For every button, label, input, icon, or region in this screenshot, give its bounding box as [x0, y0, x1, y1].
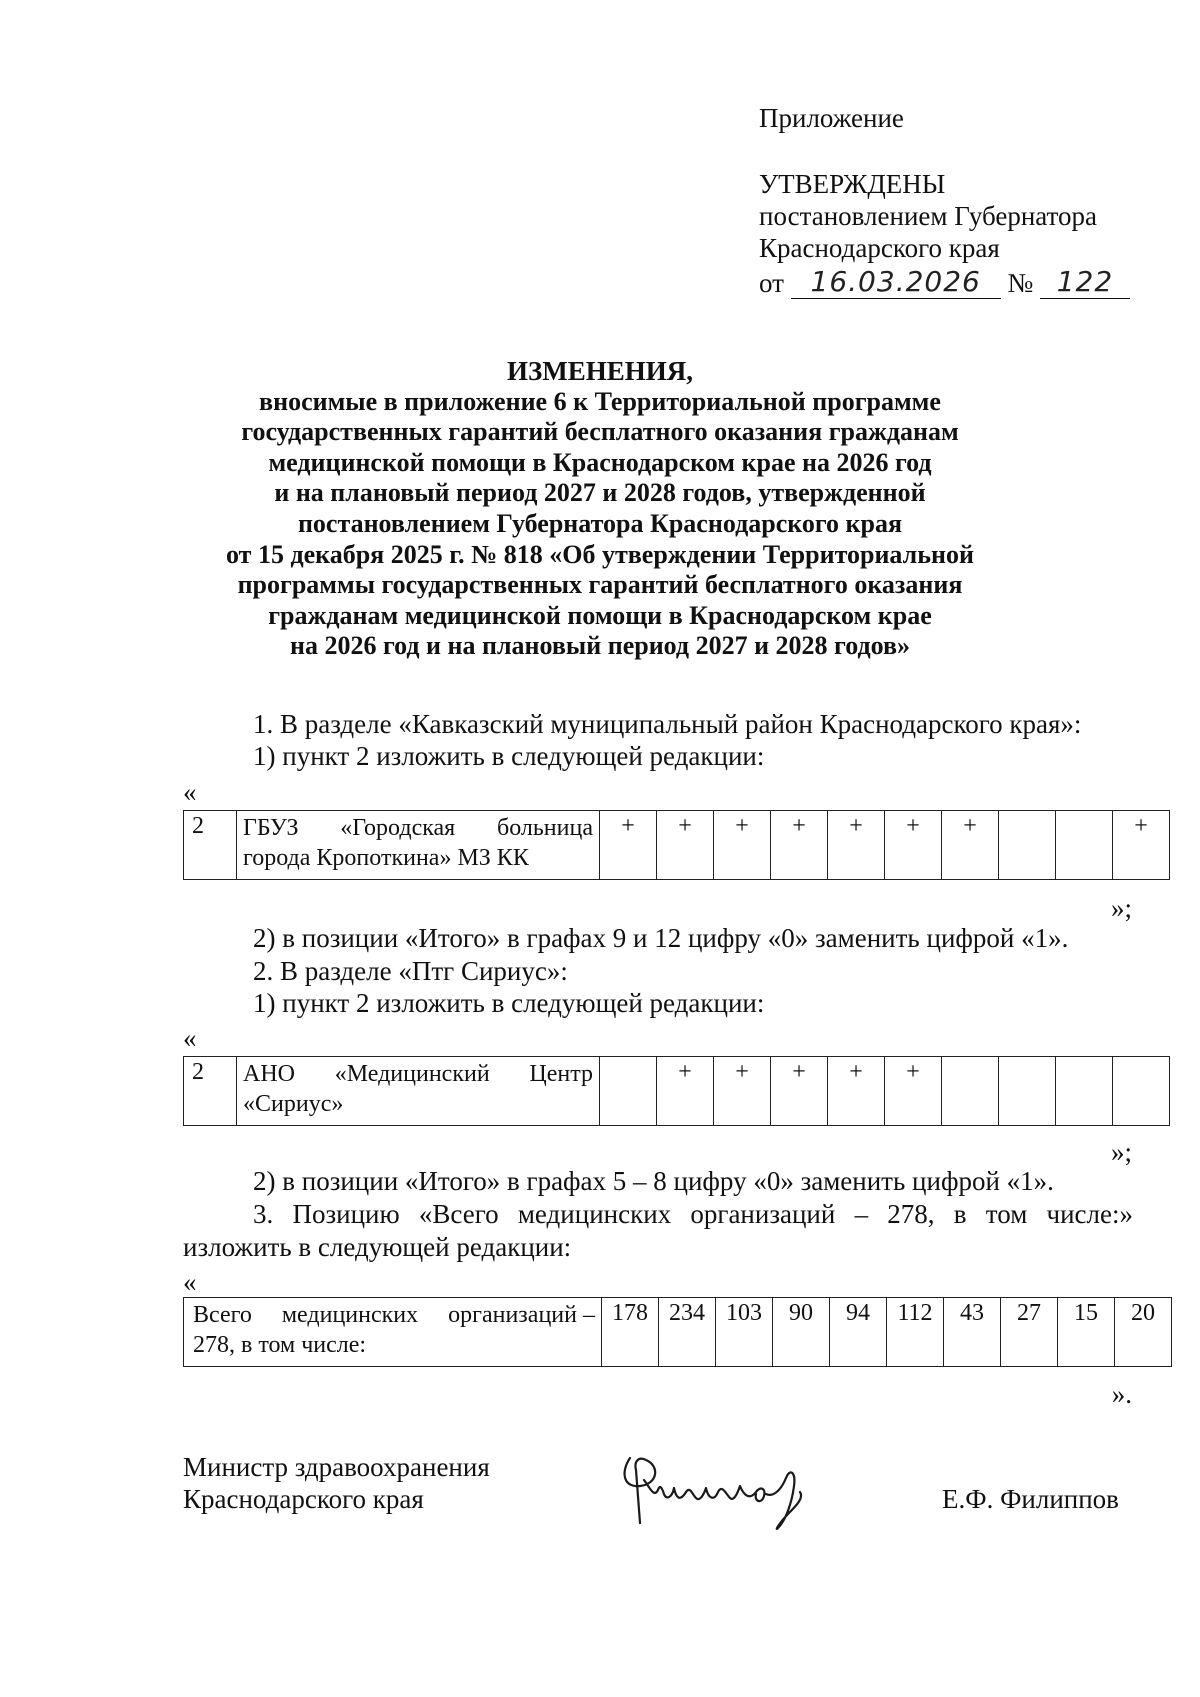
- title-line: от 15 декабря 2025 г. № 818 «Об утверждении Территориальной: [226, 539, 974, 569]
- appendix-label: Приложение: [759, 103, 904, 133]
- amendment-table-2: [183, 1056, 1170, 1126]
- table-row: [184, 811, 1170, 880]
- name-word: Центр: [529, 1061, 593, 1087]
- open-quote: «: [183, 1267, 197, 1297]
- name-word: медицинских: [281, 1302, 419, 1328]
- approval-date-line: [759, 266, 1130, 299]
- table-cell: 178: [602, 1298, 659, 1367]
- open-quote: «: [183, 777, 197, 807]
- table-cell: +: [657, 811, 714, 880]
- approved-by-line2: Краснодарского края: [759, 233, 1000, 263]
- position-line-1: Министр здравоохранения: [183, 1452, 490, 1482]
- table-cell: +: [771, 811, 828, 880]
- table-cell: 20: [1115, 1298, 1172, 1367]
- handwritten-signature: [610, 1428, 870, 1543]
- name-word: Всего: [193, 1302, 252, 1328]
- signatory-position: [183, 1451, 490, 1515]
- section-2-item-2: 2) в позиции «Итого» в графах 5 – 8 цифру «0» заменить цифрой «1».: [253, 1166, 1054, 1196]
- table-cell: [1056, 1057, 1113, 1126]
- section-1-heading: 1. В разделе «Кавказский муниципальный район Краснодарского края»:: [253, 709, 1082, 739]
- document-title: [180, 356, 1020, 662]
- table-cell: +: [828, 1057, 885, 1126]
- approved-label: УТВЕРЖДЕНЫ: [759, 169, 946, 199]
- close-quote: ».: [1111, 1379, 1132, 1409]
- section-1-item-1: 1) пункт 2 изложить в следующей редакции:: [253, 741, 765, 771]
- table-cell: +: [885, 1057, 942, 1126]
- close-quote: »;: [1110, 1137, 1132, 1167]
- title-line: вносимые в приложение 6 к Территориальной программе: [259, 386, 941, 416]
- close-quote: »;: [1110, 893, 1132, 923]
- title-line: программы государственных гарантий бесплатного оказания: [237, 570, 963, 600]
- title-line: и на плановый период 2027 и 2028 годов, утвержденной: [274, 478, 926, 508]
- name-word: организаций –: [448, 1302, 595, 1328]
- row-number: 2: [184, 811, 237, 880]
- table-cell: 103: [716, 1298, 773, 1367]
- row-number: 2: [184, 1057, 237, 1126]
- number-prefix: №: [1007, 268, 1034, 298]
- table-cell: +: [1113, 811, 1170, 880]
- section-3-line-2: изложить в следующей редакции:: [183, 1232, 572, 1262]
- table-cell: [999, 811, 1056, 880]
- section-3-line-1: 3. Позицию «Всего медицинских организаций – 278, в том числе:»: [253, 1199, 1133, 1229]
- title-line: постановлением Губернатора Краснодарского края: [297, 508, 903, 538]
- amendment-table-1: [183, 810, 1170, 880]
- table-cell: 94: [830, 1298, 887, 1367]
- table-cell: [999, 1057, 1056, 1126]
- name-word: ГБУЗ: [243, 815, 299, 841]
- table-cell: +: [714, 811, 771, 880]
- table-cell: +: [885, 811, 942, 880]
- title-main: ИЗМЕНЕНИЯ,: [506, 356, 693, 386]
- table-cell: [1113, 1057, 1170, 1126]
- amendment-table-3: [183, 1297, 1172, 1367]
- table-cell: [942, 1057, 999, 1126]
- table-cell: +: [828, 811, 885, 880]
- table-cell: 234: [659, 1298, 716, 1367]
- approved-by-line1: постановлением Губернатора: [759, 201, 1097, 231]
- table-cell: +: [771, 1057, 828, 1126]
- section-2-item-1: 1) пункт 2 изложить в следующей редакции:: [253, 988, 765, 1018]
- name-line-2: города Кропоткина» МЗ КК: [243, 845, 529, 871]
- date-prefix: от: [759, 268, 784, 298]
- open-quote: «: [183, 1023, 197, 1053]
- table-cell: +: [714, 1057, 771, 1126]
- name-word: «Городская: [340, 815, 456, 841]
- approval-date-value: 16.03.2026: [791, 266, 1001, 299]
- table-cell: [1056, 811, 1113, 880]
- name-line-2: «Сириус»: [243, 1091, 344, 1117]
- total-label: [184, 1298, 602, 1367]
- table-cell: +: [600, 811, 657, 880]
- name-word: «Медицинский: [334, 1061, 490, 1087]
- table-row: [184, 1298, 1172, 1367]
- table-cell: +: [657, 1057, 714, 1126]
- table-row: [184, 1057, 1170, 1126]
- title-line: гражданам медицинской помощи в Краснодарском крае: [268, 600, 932, 630]
- organization-name: [237, 811, 600, 880]
- name-line-2: 278, в том числе:: [193, 1332, 367, 1358]
- title-line: государственных гарантий бесплатного оказания гражданам: [241, 417, 959, 447]
- table-cell: 27: [1001, 1298, 1058, 1367]
- signatory-name: Е.Ф. Филиппов: [942, 1484, 1119, 1514]
- table-cell: 112: [887, 1298, 944, 1367]
- organization-name: [237, 1057, 600, 1126]
- section-2-heading: 2. В разделе «Птг Сириус»:: [253, 956, 568, 986]
- section-1-item-2: 2) в позиции «Итого» в графах 9 и 12 цифру «0» заменить цифрой «1».: [253, 923, 1069, 953]
- name-word: больница: [496, 815, 593, 841]
- name-word: АНО: [243, 1061, 295, 1087]
- title-line: медицинской помощи в Краснодарском крае на 2026 год: [268, 447, 932, 477]
- table-cell: 90: [773, 1298, 830, 1367]
- table-cell: +: [942, 811, 999, 880]
- table-cell: 43: [944, 1298, 1001, 1367]
- position-line-2: Краснодарского края: [183, 1484, 424, 1514]
- approval-number-value: 122: [1040, 266, 1130, 299]
- table-cell: 15: [1058, 1298, 1115, 1367]
- title-line: на 2026 год и на плановый период 2027 и 2028 годов»: [289, 631, 911, 661]
- table-cell: [600, 1057, 657, 1126]
